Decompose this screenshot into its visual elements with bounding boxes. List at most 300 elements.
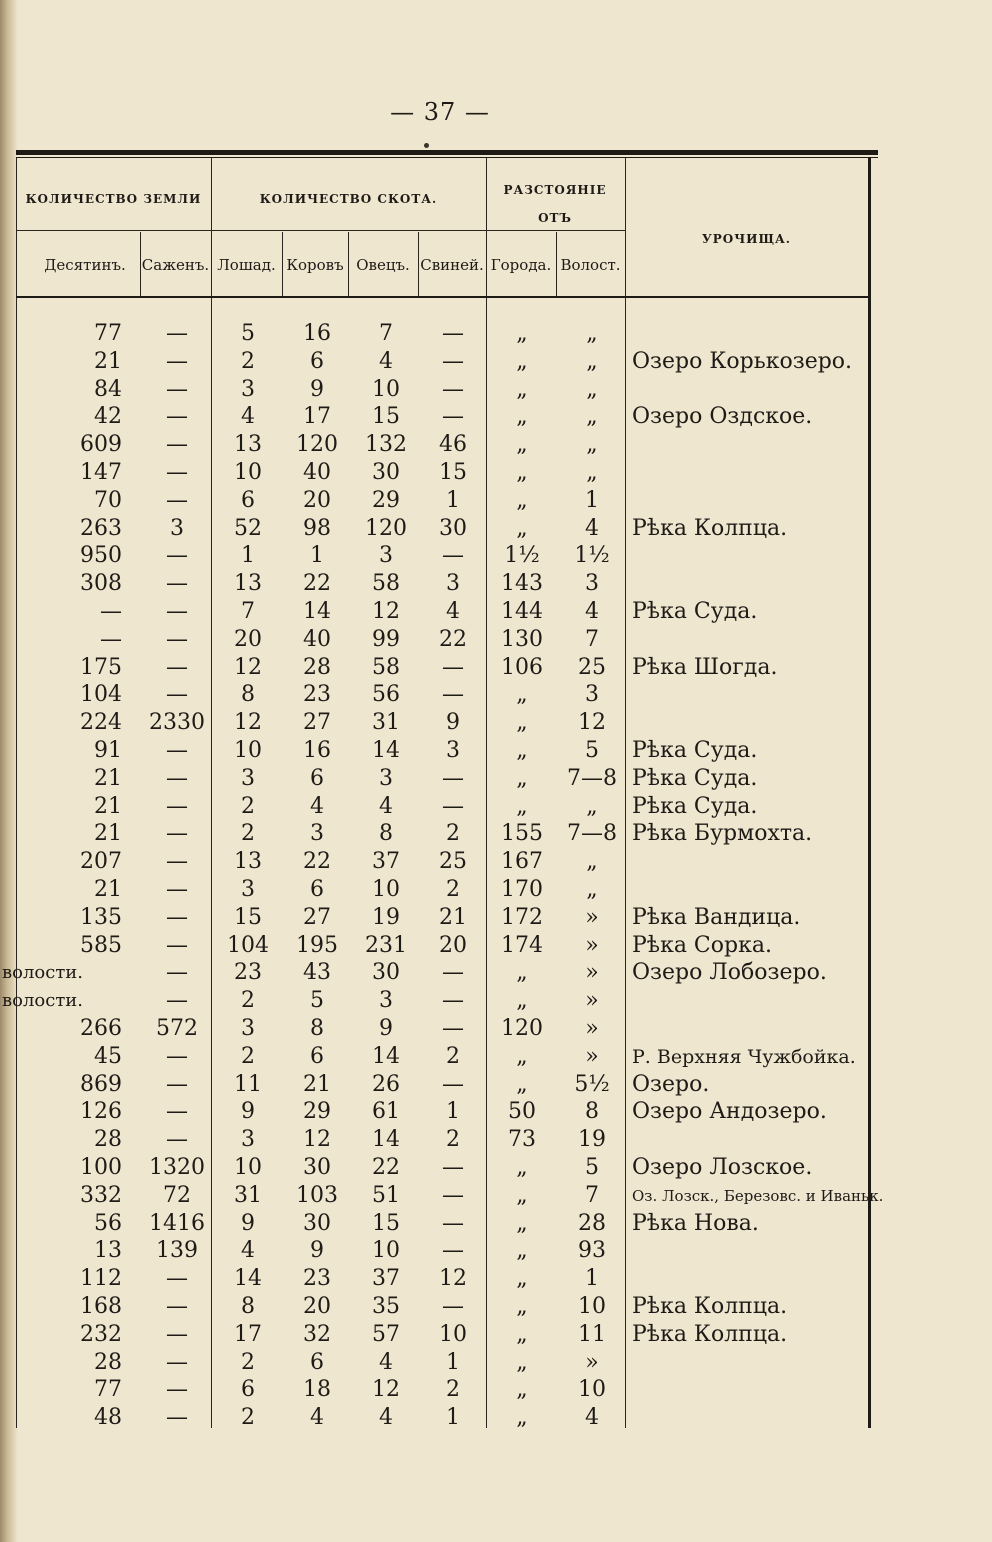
cell-hor: 4 — [241, 404, 255, 430]
cell-shp: 61 — [372, 1099, 400, 1125]
cell-des: 585 — [80, 932, 122, 958]
cell-shp: 29 — [372, 487, 400, 513]
cell-vol: 3 — [585, 682, 599, 708]
cell-cow: 29 — [303, 1099, 331, 1125]
cell-hor: 6 — [241, 1377, 255, 1403]
cell-shp: 4 — [379, 348, 393, 374]
table-row — [0, 1098, 880, 1126]
cell-hor: 3 — [241, 877, 255, 902]
cell-pig: 1 — [446, 487, 460, 513]
cell-vol: 1 — [585, 1266, 599, 1292]
cell-des: 21 — [94, 877, 122, 902]
cell-des: 950 — [80, 543, 122, 569]
cell-cow: 22 — [303, 849, 331, 875]
cell-shp: 58 — [372, 571, 400, 597]
cell-des: 28 — [94, 1127, 122, 1153]
table-row — [0, 1349, 880, 1377]
table-row — [0, 793, 880, 821]
cell-place: Озеро Лозское. — [632, 1155, 813, 1180]
cell-place: Рѣка Суда. — [632, 793, 758, 819]
cell-hor: 20 — [234, 626, 262, 652]
cell-city: „ — [516, 1349, 528, 1375]
cell-city: 106 — [501, 654, 543, 680]
cell-city: „ — [516, 1043, 528, 1069]
cell-place: Рѣка Бурмохта. — [632, 821, 813, 847]
cell-pig: — — [442, 988, 464, 1014]
table-row — [0, 431, 880, 459]
table-row — [0, 320, 880, 348]
table-row — [0, 654, 880, 682]
cell-vol: 5 — [585, 738, 599, 763]
cell-des: 126 — [80, 1099, 122, 1125]
cell-place: Озеро Оздское. — [632, 404, 813, 430]
cell-cow: 6 — [310, 765, 324, 791]
cell-saz: — — [166, 626, 188, 652]
cell-hor: 3 — [241, 1016, 255, 1041]
cell-pig: 22 — [439, 626, 467, 652]
cell-pig: 15 — [439, 460, 467, 485]
table-row — [0, 1376, 880, 1404]
cell-city: 73 — [508, 1127, 536, 1153]
cell-cow: 16 — [303, 321, 331, 346]
cell-vol: 4 — [585, 599, 599, 624]
cell-saz: 139 — [156, 1238, 198, 1264]
table-row — [0, 1237, 880, 1265]
cell-vol: » — [585, 960, 599, 986]
cell-cow: 20 — [303, 1294, 331, 1319]
cell-saz: — — [166, 348, 188, 374]
cell-vol: 93 — [578, 1238, 606, 1264]
header-pigs: Свиней. — [420, 256, 484, 274]
cell-shp: 57 — [372, 1321, 400, 1347]
header-volost: Волост. — [560, 256, 621, 274]
cell-city: 1½ — [504, 543, 540, 569]
cell-city: „ — [516, 1210, 528, 1236]
cell-pig: 2 — [446, 821, 460, 847]
cell-hor: 17 — [234, 1321, 262, 1347]
header-sheep: Овецъ. — [356, 256, 410, 274]
cell-des: — — [100, 626, 122, 652]
table-row — [0, 348, 880, 376]
cell-saz: — — [166, 988, 188, 1014]
table-row — [0, 1154, 880, 1182]
cell-des: 104 — [80, 682, 122, 708]
cell-pig: — — [442, 321, 464, 346]
cell-pig: 2 — [446, 877, 460, 902]
table-row — [0, 904, 880, 932]
cell-vol: » — [585, 904, 599, 930]
cell-cow: 23 — [303, 682, 331, 708]
cell-saz: 1320 — [149, 1155, 205, 1180]
cell-vol: 19 — [578, 1127, 606, 1153]
cell-cow: 98 — [303, 515, 331, 541]
cell-city: 155 — [501, 821, 543, 847]
cell-pig: 30 — [439, 515, 467, 541]
cell-pig: 12 — [439, 1266, 467, 1292]
ornament-dot — [424, 143, 429, 148]
cell-city: „ — [516, 404, 528, 430]
cell-saz: — — [166, 1071, 188, 1097]
cell-des: 77 — [94, 321, 122, 346]
cell-cow: 9 — [310, 1238, 324, 1264]
cell-des: — — [100, 599, 122, 624]
cell-saz: — — [166, 404, 188, 430]
cell-city: „ — [516, 960, 528, 986]
cell-city: „ — [516, 1294, 528, 1319]
cell-vol: 7 — [585, 626, 599, 652]
cell-des: 42 — [94, 404, 122, 430]
cell-cow: 3 — [310, 821, 324, 847]
table-row — [0, 848, 880, 876]
cell-cow: 20 — [303, 487, 331, 513]
cell-cow: 1 — [310, 543, 324, 569]
cell-cow: 6 — [310, 877, 324, 902]
cell-cow: 5 — [310, 988, 324, 1014]
header-sazhen: Саженъ. — [141, 256, 210, 274]
cell-saz: — — [166, 1321, 188, 1347]
cell-des: 56 — [94, 1210, 122, 1236]
cell-saz: — — [166, 321, 188, 346]
cell-vol: » — [585, 1016, 599, 1041]
table-row — [0, 376, 880, 404]
cell-cow: 30 — [303, 1210, 331, 1236]
cell-shp: 4 — [379, 1405, 393, 1431]
cell-cow: 43 — [303, 960, 331, 986]
cell-vol: 4 — [585, 1405, 599, 1431]
cell-saz: — — [166, 821, 188, 847]
cell-hor: 8 — [241, 682, 255, 708]
table-row — [0, 1126, 880, 1154]
cell-city: „ — [516, 1266, 528, 1292]
cell-saz: — — [166, 849, 188, 875]
cell-hor: 1 — [241, 543, 255, 569]
cell-shp: 4 — [379, 1349, 393, 1375]
cell-cow: 103 — [296, 1182, 338, 1208]
cell-saz: — — [166, 1377, 188, 1403]
cell-hor: 7 — [241, 599, 255, 624]
cell-city: „ — [516, 682, 528, 708]
cell-saz: — — [166, 960, 188, 986]
cell-shp: 7 — [379, 321, 393, 346]
cell-des: 135 — [80, 904, 122, 930]
header-bottom-rule — [16, 296, 868, 298]
cell-saz: — — [166, 543, 188, 569]
cell-des: 869 — [80, 1071, 122, 1097]
cell-shp: 15 — [372, 1210, 400, 1236]
table-row — [0, 1015, 880, 1043]
cell-saz: — — [166, 487, 188, 513]
table-row — [0, 487, 880, 515]
cell-saz: — — [166, 738, 188, 763]
cell-hor: 13 — [234, 571, 262, 597]
cell-place: Озеро Андозеро. — [632, 1099, 827, 1125]
cell-vol: 5½ — [574, 1071, 610, 1097]
cell-pig: 46 — [439, 432, 467, 458]
cell-city: „ — [516, 1405, 528, 1431]
cell-pig: 21 — [439, 904, 467, 930]
cell-pig: — — [442, 1238, 464, 1264]
cell-shp: 4 — [379, 793, 393, 819]
cell-pig: — — [442, 543, 464, 569]
cell-hor: 11 — [234, 1071, 262, 1097]
cell-city: „ — [516, 710, 528, 736]
cell-des: 308 — [80, 571, 122, 597]
cell-saz: — — [166, 793, 188, 819]
cell-pig: — — [442, 348, 464, 374]
cell-cow: 6 — [310, 1043, 324, 1069]
cell-vol: » — [585, 1349, 599, 1375]
header-place: УРОЧИЩА. — [702, 232, 791, 246]
cell-cow: 30 — [303, 1155, 331, 1180]
cell-saz: 72 — [163, 1182, 191, 1208]
cell-place: Рѣка Суда. — [632, 738, 758, 763]
cell-pig: — — [442, 1016, 464, 1041]
cell-hor: 2 — [241, 1349, 255, 1375]
cell-hor: 13 — [234, 849, 262, 875]
cell-hor: 10 — [234, 460, 262, 485]
cell-city: 174 — [501, 932, 543, 958]
cell-city: „ — [516, 348, 528, 374]
cell-place: Рѣка Нова. — [632, 1210, 759, 1236]
cell-city: „ — [516, 1182, 528, 1208]
cell-des: 28 — [94, 1349, 122, 1375]
cell-shp: 3 — [379, 988, 393, 1014]
cell-pig: 4 — [446, 599, 460, 624]
cell-place: Рѣка Колпца. — [632, 1294, 788, 1319]
cell-pig: — — [442, 765, 464, 791]
cell-pig: 3 — [446, 571, 460, 597]
cell-saz: — — [166, 460, 188, 485]
cell-pig: — — [442, 793, 464, 819]
table-row — [0, 959, 880, 987]
cell-des: 21 — [94, 793, 122, 819]
cell-saz: — — [166, 599, 188, 624]
cell-shp: 120 — [365, 515, 407, 541]
cell-saz: — — [166, 1127, 188, 1153]
cell-pig: 1 — [446, 1349, 460, 1375]
cell-pig: — — [442, 376, 464, 402]
cell-shp: 12 — [372, 599, 400, 624]
cell-shp: 231 — [365, 932, 407, 958]
cell-saz: 3 — [170, 515, 184, 541]
cell-place: Рѣка Сорка. — [632, 932, 772, 958]
cell-hor: 2 — [241, 988, 255, 1014]
cell-hor: 3 — [241, 376, 255, 402]
cell-vol: „ — [586, 348, 598, 374]
cell-vol: „ — [586, 793, 598, 819]
cell-hor: 9 — [241, 1099, 255, 1125]
cell-des: 175 — [80, 654, 122, 680]
cell-shp: 132 — [365, 432, 407, 458]
cell-hor: 4 — [241, 1238, 255, 1264]
cell-saz: — — [166, 682, 188, 708]
cell-cow: 9 — [310, 376, 324, 402]
cell-saz: — — [166, 904, 188, 930]
cell-place: Рѣка Колпца. — [632, 1321, 788, 1347]
cell-shp: 22 — [372, 1155, 400, 1180]
cell-vol: 10 — [578, 1294, 606, 1319]
cell-vol: » — [585, 932, 599, 958]
cell-saz: — — [166, 432, 188, 458]
cell-city: „ — [516, 1238, 528, 1264]
cell-cow: 22 — [303, 571, 331, 597]
cell-pig: 1 — [446, 1405, 460, 1431]
cell-vol: 7—8 — [567, 821, 617, 847]
cell-place: Рѣка Шогда. — [632, 654, 778, 680]
cell-shp: 3 — [379, 543, 393, 569]
cell-cow: 12 — [303, 1127, 331, 1153]
table-row — [0, 598, 880, 626]
table-row — [0, 987, 880, 1015]
cell-city: „ — [516, 515, 528, 541]
cell-cow: 4 — [310, 793, 324, 819]
header-cows: Коровъ — [286, 256, 344, 274]
cell-des: 21 — [94, 348, 122, 374]
cell-saz: — — [166, 932, 188, 958]
cell-vol: 3 — [585, 571, 599, 597]
cell-shp: 35 — [372, 1294, 400, 1319]
cell-vol: 12 — [578, 710, 606, 736]
cell-shp: 14 — [372, 1043, 400, 1069]
cell-city: 144 — [501, 599, 543, 624]
cell-shp: 15 — [372, 404, 400, 430]
table-row — [0, 1043, 880, 1071]
table-row — [0, 1210, 880, 1238]
cell-des: 266 — [80, 1016, 122, 1041]
cell-des: 147 — [80, 460, 122, 485]
cell-shp: 30 — [372, 460, 400, 485]
cell-shp: 58 — [372, 654, 400, 680]
cell-vol: 7 — [585, 1182, 599, 1208]
cell-vol: » — [585, 1043, 599, 1069]
cell-vol: „ — [586, 321, 598, 346]
cell-des: 84 — [94, 376, 122, 402]
cell-shp: 3 — [379, 765, 393, 791]
cell-saz: — — [166, 1099, 188, 1125]
table-row — [0, 820, 880, 848]
cell-des: 91 — [94, 738, 122, 763]
cell-city: „ — [516, 432, 528, 458]
cell-hor: 3 — [241, 1127, 255, 1153]
cell-hor: 10 — [234, 738, 262, 763]
cell-pig: 1 — [446, 1099, 460, 1125]
cell-vol: » — [585, 988, 599, 1014]
cell-vol: „ — [586, 404, 598, 430]
cell-saz: 572 — [156, 1016, 198, 1041]
cell-cow: 6 — [310, 1349, 324, 1375]
cell-pig: 25 — [439, 849, 467, 875]
header-land-group: КОЛИЧЕСТВО ЗЕМЛИ — [25, 192, 202, 206]
cell-pig: — — [442, 654, 464, 680]
cell-hor: 13 — [234, 432, 262, 458]
cell-des: 263 — [80, 515, 122, 541]
cell-hor: 10 — [234, 1155, 262, 1180]
cell-hor: 2 — [241, 793, 255, 819]
cell-des: 70 — [94, 487, 122, 513]
cell-city: „ — [516, 376, 528, 402]
cell-vol: „ — [586, 376, 598, 402]
cell-cow: 32 — [303, 1321, 331, 1347]
table-row — [0, 1265, 880, 1293]
table-row — [0, 876, 880, 904]
cell-vol: „ — [586, 877, 598, 902]
cell-hor: 31 — [234, 1182, 262, 1208]
cell-cow: 17 — [303, 404, 331, 430]
cell-pig: 9 — [446, 710, 460, 736]
cell-vol: „ — [586, 460, 598, 485]
cell-des: 21 — [94, 821, 122, 847]
cell-cow: 195 — [296, 932, 338, 958]
cell-des: 100 — [80, 1155, 122, 1180]
cell-city: „ — [516, 1155, 528, 1180]
cell-place: Рѣка Суда. — [632, 599, 758, 624]
cell-des: 224 — [80, 710, 122, 736]
cell-saz: — — [166, 1405, 188, 1431]
cell-hor: 104 — [227, 932, 269, 958]
table-row — [0, 403, 880, 431]
cell-vol: 1½ — [574, 543, 610, 569]
cell-shp: 19 — [372, 904, 400, 930]
cell-hor: 8 — [241, 1294, 255, 1319]
cell-place: Рѣка Суда. — [632, 765, 758, 791]
table-top-rule-thin — [16, 157, 878, 158]
table-row — [0, 709, 880, 737]
table-row — [0, 932, 880, 960]
table-row — [0, 1071, 880, 1099]
cell-vol: „ — [586, 849, 598, 875]
cell-des: 13 — [94, 1238, 122, 1264]
table-row — [0, 737, 880, 765]
cell-saz: — — [166, 1349, 188, 1375]
cell-shp: 8 — [379, 821, 393, 847]
cell-city: 120 — [501, 1016, 543, 1041]
cell-hor: 14 — [234, 1266, 262, 1292]
cell-pig: — — [442, 1182, 464, 1208]
cell-pig: — — [442, 1071, 464, 1097]
cell-des: 77 — [94, 1377, 122, 1403]
cell-saz: — — [166, 1043, 188, 1069]
cell-saz: — — [166, 654, 188, 680]
cell-vol: 10 — [578, 1377, 606, 1403]
cell-cow: 21 — [303, 1071, 331, 1097]
cell-des: 232 — [80, 1321, 122, 1347]
cell-city: „ — [516, 460, 528, 485]
cell-hor: 6 — [241, 487, 255, 513]
cell-city: 130 — [501, 626, 543, 652]
cell-des: 21 — [94, 765, 122, 791]
cell-shp: 14 — [372, 1127, 400, 1153]
cell-city: „ — [516, 487, 528, 513]
cell-shp: 37 — [372, 1266, 400, 1292]
cell-vol: 4 — [585, 515, 599, 541]
cell-pig: — — [442, 1294, 464, 1319]
table-row — [0, 459, 880, 487]
cell-cow: 27 — [303, 710, 331, 736]
table-row — [0, 1182, 884, 1210]
cell-shp: 10 — [372, 1238, 400, 1264]
cell-cow: 40 — [303, 460, 331, 485]
table-row — [0, 542, 880, 570]
cell-city: „ — [516, 793, 528, 819]
cell-pig: — — [442, 1155, 464, 1180]
cell-cow: 27 — [303, 904, 331, 930]
cell-pig: — — [442, 682, 464, 708]
cell-hor: 15 — [234, 904, 262, 930]
cell-place: Оз. Лозск., Березовс. и Иваньк. — [632, 1186, 884, 1205]
cell-city: „ — [516, 1071, 528, 1097]
header-cattle-group: КОЛИЧЕСТВО СКОТА. — [259, 192, 438, 206]
cell-shp: 31 — [372, 710, 400, 736]
